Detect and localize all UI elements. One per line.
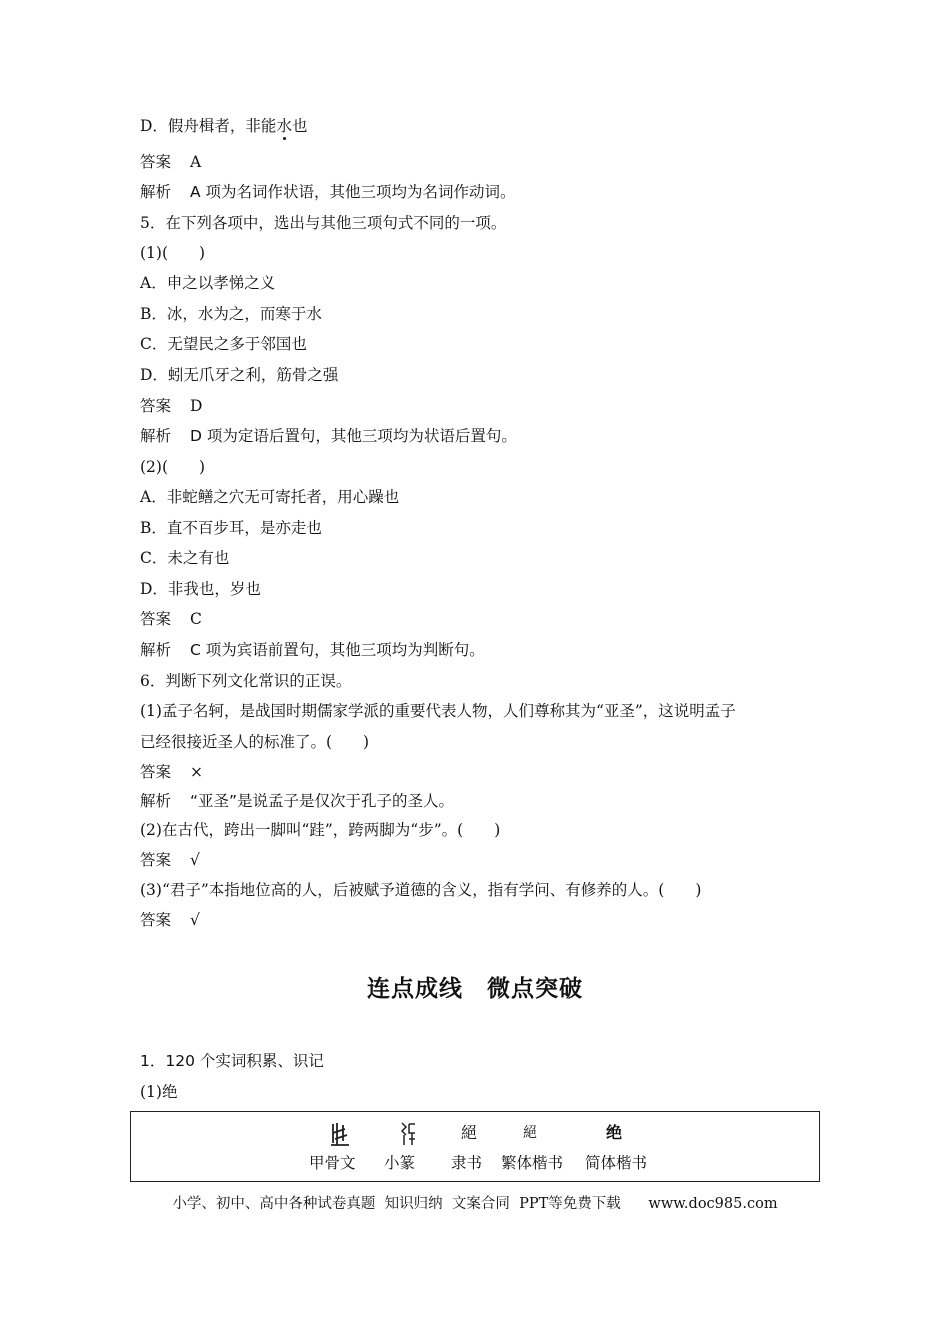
- option-b: B．冰，水为之，而寒于水: [140, 305, 322, 323]
- explanation-line: [140, 791, 454, 811]
- explanation-line: [140, 426, 517, 446]
- answer-line: [140, 152, 201, 172]
- caption-seal-script: 小篆: [384, 1154, 416, 1172]
- answer-value: √: [190, 911, 200, 929]
- explanation-text: D 项为定语后置句，其他三项均为状语后置句。: [190, 427, 517, 445]
- answer-line: [140, 762, 203, 782]
- answer-value: A: [190, 153, 202, 171]
- answer-label: 答案: [140, 153, 172, 171]
- question-6-part-2: (2)在古代，跨出一脚叫“跬”，跨两脚为“步”。( ): [140, 821, 501, 839]
- seal-script-glyph-icon: [399, 1121, 417, 1147]
- subsection-title: 1．120 个实词积累、识记: [140, 1052, 324, 1070]
- answer-value: C: [190, 610, 202, 628]
- oracle-bone-glyph-icon: [329, 1121, 351, 1147]
- question-6-part-1-line-1: (1)孟子名轲，是战国时期儒家学派的重要代表人物，人们尊称其为“亚圣”，这说明孟子: [140, 702, 736, 720]
- clerical-script-glyph: 絕: [461, 1123, 478, 1142]
- caption-traditional-regular: 繁体楷书: [501, 1154, 564, 1172]
- explanation-label: 解析: [140, 183, 172, 201]
- option-c: C．无望民之多于邻国也: [140, 335, 307, 353]
- explanation-text: C 项为宾语前置句，其他三项均为判断句。: [190, 641, 485, 659]
- page-footer: [0, 1192, 950, 1213]
- option-a: A．非蛇鳝之穴无可寄托者，用心躁也: [140, 488, 400, 506]
- question-5: 5．在下列各项中，选出与其他三项句式不同的一项。: [140, 214, 507, 232]
- caption-clerical-script: 隶书: [451, 1154, 483, 1172]
- answer-label: 答案: [140, 911, 172, 929]
- option-d: D．蚓无爪牙之利，筋骨之强: [140, 366, 339, 384]
- question-6-part-1-line-2: 已经很接近圣人的标准了。( ): [140, 733, 370, 751]
- option-d-line: [140, 116, 307, 136]
- question-5-part-1: (1)( ): [140, 244, 206, 262]
- footer-text: 小学、初中、高中各种试卷真题 知识归纳 文案合同 PPT等免费下载: [172, 1196, 621, 1212]
- option-c: C．未之有也: [140, 549, 230, 567]
- answer-value: ×: [190, 763, 203, 781]
- answer-label: 答案: [140, 397, 172, 415]
- caption-oracle-bone: 甲骨文: [309, 1154, 356, 1172]
- answer-line: [140, 609, 202, 629]
- script-captions-row: [131, 1153, 819, 1175]
- explanation-text: A 项为名词作状语，其他三项均为名词作动词。: [190, 183, 516, 201]
- question-6-part-3: (3)“君子”本指地位高的人，后被赋予道德的含义，指有学问、有修养的人。( ): [140, 881, 702, 899]
- explanation-label: 解析: [140, 792, 172, 810]
- explanation-line: [140, 640, 485, 660]
- answer-label: 答案: [140, 763, 172, 781]
- answer-value: D: [190, 397, 203, 415]
- simplified-regular-glyph: 绝: [606, 1123, 623, 1142]
- option-text: D．假舟楫者，非能: [140, 117, 277, 135]
- section-heading: 连点成线 微点突破: [367, 976, 583, 1002]
- answer-line: [140, 396, 202, 416]
- answer-value: √: [190, 851, 200, 869]
- traditional-regular-glyph: 絕: [523, 1125, 537, 1141]
- explanation-text: “亚圣”是说孟子是仅次于孔子的圣人。: [190, 792, 455, 810]
- option-d: D．非我也，岁也: [140, 580, 261, 598]
- character-evolution-table: [130, 1111, 820, 1182]
- footer-url[interactable]: www.doc985.com: [648, 1196, 778, 1212]
- answer-label: 答案: [140, 610, 172, 628]
- option-a: A．申之以孝悌之义: [140, 274, 276, 292]
- caption-simplified-regular: 简体楷书: [585, 1154, 648, 1172]
- script-forms-row: [131, 1121, 819, 1147]
- question-6: 6．判断下列文化常识的正误。: [140, 672, 352, 690]
- option-text-end: 也: [291, 117, 308, 135]
- explanation-label: 解析: [140, 427, 172, 445]
- answer-line: [140, 910, 200, 930]
- answer-line: [140, 850, 200, 870]
- emphasized-char: 水: [276, 117, 292, 135]
- explanation-label: 解析: [140, 641, 172, 659]
- answer-label: 答案: [140, 851, 172, 869]
- question-5-part-2: (2)( ): [140, 458, 206, 476]
- explanation-line: [140, 182, 516, 202]
- option-b: B．直不百步耳，是亦走也: [140, 519, 322, 537]
- word-entry-title: (1)绝: [140, 1083, 178, 1101]
